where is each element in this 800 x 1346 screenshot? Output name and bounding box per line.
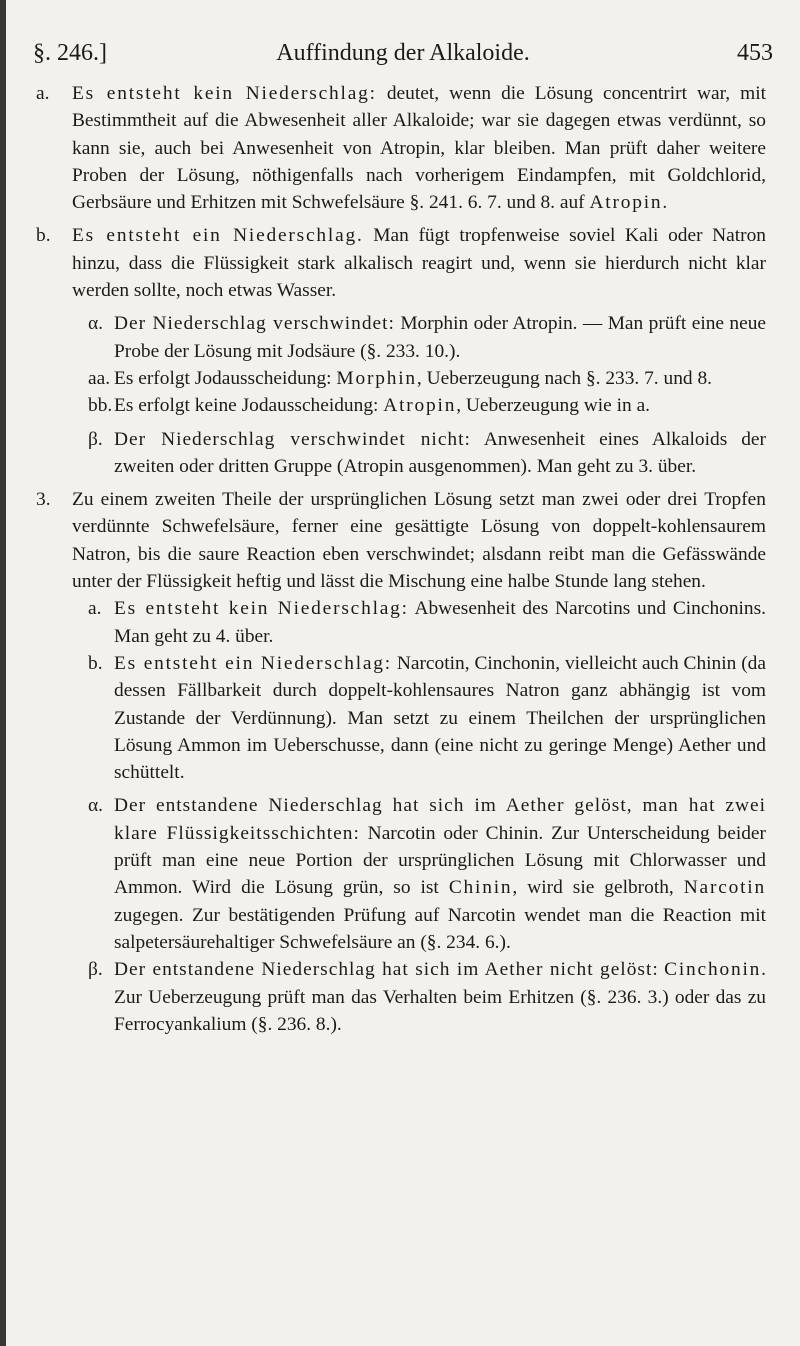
paragraph-text: Morphin oder Atropin. — Man prüft eine neue Probe der Lösung mit Jodsäure (§. 233. 10.). <box>114 313 766 362</box>
page-header <box>33 40 773 74</box>
alkaloid-name: Cinchonin <box>664 959 762 981</box>
paragraph-text: , wird sie gelbroth, <box>512 877 684 899</box>
paragraph-b <box>36 222 766 304</box>
item-label: bb. <box>88 395 113 417</box>
item-label: α. <box>88 795 104 817</box>
paragraph-aa <box>88 365 766 392</box>
paragraph-b-beta <box>88 426 766 481</box>
item-label: b. <box>88 652 103 674</box>
alkaloid-name: Chinin <box>448 877 513 899</box>
item-label: β. <box>88 428 103 450</box>
paragraph-text: Es erfolgt keine Jodausscheidung: <box>114 395 384 417</box>
paragraph-text: . Zur Ueberzeugung prüft man das Verhalten beim Erhitzen (§. 236. 3.) oder das zu Ferrocyankalium (§. 236. 8.). <box>114 959 766 1035</box>
item-label: β. <box>88 959 103 981</box>
paragraph-bb <box>88 392 766 419</box>
paragraph-text: zugegen. Zur bestätigenden Prüfung auf Narcotin wendet man die Reaction mit salpetersäurehaltiger Schwefelsäure an (§. 234. 6.). <box>114 904 766 953</box>
item-label: 3. <box>36 489 51 511</box>
paragraph-text: , Ueberzeugung wie in a. <box>456 395 651 417</box>
spaced-lead: Der entstandene Niederschlag hat sich im Aether nicht gelöst: <box>114 959 659 981</box>
paragraph-text: Man fügt tropfenweise soviel Kali oder Natron hinzu, dass die Flüssigkeit stark alkalisch reagirt und, wenn sie hierdurch nicht klar werden sollte, noch etwas Wasser. <box>72 225 766 302</box>
item-label: b. <box>36 225 51 247</box>
body-text <box>0 80 800 1038</box>
item-label: aa. <box>88 367 111 389</box>
spaced-lead: Es entsteht kein Niederschlag: <box>72 83 377 104</box>
paragraph-3 <box>36 486 766 595</box>
spaced-lead: Es entsteht kein Niederschlag: <box>114 598 409 620</box>
paragraph-text: Zu einem zweiten Theile der ursprünglichen Lösung setzt man zwei oder drei Tropfen verdünnte Schwefelsäure, ferner eine gesättigte Lösung von doppelt-kohlensaurem Natron, bis die saure Reaction eben verschwindet; alsdann reibt man die Gefässwände unter der Flüssigkeit heftig und lässt die Mischung eine halbe Stunde lang stehen. <box>72 489 766 593</box>
alkaloid-name: Narcotin <box>683 877 766 899</box>
item-label: α. <box>88 313 104 335</box>
paragraph-text: Narcotin oder Chinin. Zur Unterscheidung beider prüft man eine neue Portion der ursprünglichen Lösung mit Chlorwasser und Ammon. Wird die Lösung grün, so ist <box>114 822 766 899</box>
paragraph-3b-alpha <box>88 792 766 956</box>
spaced-lead: Der Niederschlag verschwindet: <box>114 313 395 335</box>
paragraph-text: Es erfolgt Jodausscheidung: <box>114 367 337 389</box>
paragraph-3b <box>88 650 766 786</box>
spaced-lead: Es entsteht ein Niederschlag: <box>114 652 392 674</box>
running-title: Auffindung der Alkaloide. <box>276 40 530 66</box>
paragraph-a <box>36 80 767 216</box>
item-label: a. <box>36 83 50 104</box>
alkaloid-name: Atropin <box>383 395 457 417</box>
paragraph-text: Narcotin, Cinchonin, vielleicht auch Chinin (da dessen Fällbarkeit durch doppelt-kohlensaures Natron ganz abhängig ist vom Zustande der Verdünnung). Man setzt zu einem Theilchen der ursprünglichen Lösung Ammon im Ueberschusse, dann (eine nicht zu geringe Menge) Aether und schüttelt. <box>114 652 766 784</box>
paragraph-3b-beta <box>88 956 766 1038</box>
item-label: a. <box>88 598 102 620</box>
paragraph-b-alpha <box>88 310 766 365</box>
spaced-lead: Der entstandene Niederschlag hat sich im Aether gelöst, man hat zwei klare Flüssigkeitsschichten: <box>114 795 766 844</box>
alkaloid-name: Atropin. <box>589 192 670 214</box>
spaced-lead: Der Niederschlag verschwindet nicht: <box>114 428 471 450</box>
alkaloid-name: Morphin <box>336 367 417 389</box>
paragraph-text: Abwesenheit des Narcotins und Cinchonins. Man geht zu 4. über. <box>114 598 767 647</box>
paragraph-text: , Ueberzeugung nach §. 233. 7. und 8. <box>416 367 712 389</box>
section-reference: §. 246.] <box>33 40 107 66</box>
paragraph-text: Anwesenheit eines Alkaloids der zweiten oder dritten Gruppe (Atropin ausgenommen). Man geht zu 3. über. <box>114 428 766 477</box>
paragraph-text: deutet, wenn die Lösung concentrirt war, mit Bestimmtheit auf die Abwesenheit aller Alkaloide; war sie dagegen etwas verdünnt, so kann sie, auch bei Anwesenheit von Atropin, klar bleiben. Man prüft daher weitere Proben der Lösung, nöthigenfalls nach vorherigem Eindampfen, mit Goldchlorid, Gerbsäure und Erhitzen mit Schwefelsäure §. 241. 6. 7. und 8. auf <box>72 83 767 214</box>
paragraph-3a <box>88 595 767 650</box>
spaced-lead: Es entsteht ein Niederschlag. <box>72 225 364 247</box>
page-number: 453 <box>737 40 773 66</box>
